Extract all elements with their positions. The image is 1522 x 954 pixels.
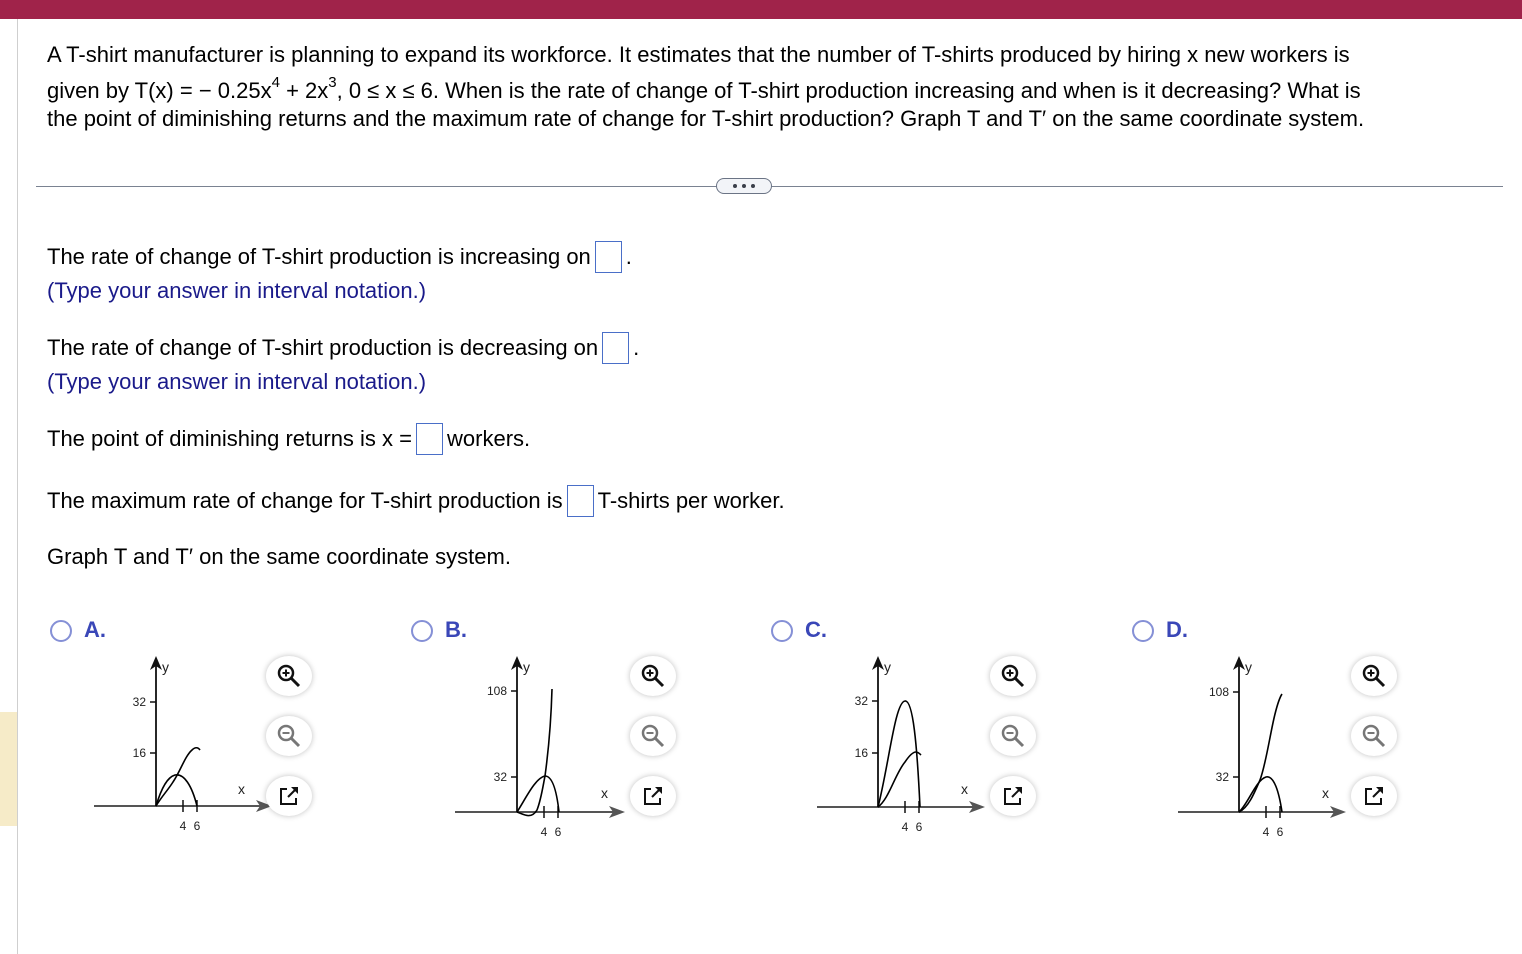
increasing-interval-input[interactable] [595, 241, 622, 273]
zoom-out-icon [276, 723, 302, 749]
svg-text:4: 4 [1262, 825, 1270, 839]
diminishing-returns-input[interactable] [416, 423, 443, 455]
ellipsis-icon [733, 184, 737, 188]
left-border [17, 19, 18, 954]
open-graph-button[interactable] [990, 776, 1036, 816]
svg-text:x: x [1322, 785, 1329, 801]
svg-text:6: 6 [915, 820, 923, 834]
choice-a[interactable] [50, 614, 390, 854]
graph-choice-c [771, 614, 1111, 854]
decreasing-row: The rate of change of T-shirt production is decreasing on . [47, 332, 639, 364]
zoom-out-button[interactable] [990, 716, 1036, 756]
open-new-window-icon [1363, 785, 1385, 807]
svg-text:16: 16 [854, 746, 868, 760]
open-new-window-icon [1002, 785, 1024, 807]
svg-text:y: y [523, 659, 530, 675]
question-text [47, 38, 1487, 136]
zoom-in-icon [1000, 663, 1026, 689]
open-graph-button[interactable] [630, 776, 676, 816]
question-line-1: A T-shirt manufacturer is planning to expand its workforce. It estimates that the number of T-shirts produced by hiring x new workers is [47, 42, 1350, 67]
svg-text:4: 4 [179, 819, 187, 833]
zoom-in-icon [640, 663, 666, 689]
header-bar [0, 0, 1522, 19]
svg-text:x: x [601, 785, 608, 801]
zoom-out-button[interactable] [266, 716, 312, 756]
svg-text:x: x [238, 781, 245, 797]
graph-choice-b [411, 614, 751, 854]
svg-text:16: 16 [132, 746, 146, 760]
svg-text:32: 32 [493, 770, 507, 784]
zoom-out-icon [1000, 723, 1026, 749]
svg-text:4: 4 [540, 825, 548, 839]
svg-text:108: 108 [486, 684, 507, 698]
choice-d[interactable] [1132, 614, 1472, 854]
open-graph-button[interactable] [1351, 776, 1397, 816]
choice-b-label: B. [445, 617, 467, 642]
open-graph-button[interactable] [266, 776, 312, 816]
zoom-in-icon [276, 663, 302, 689]
question-line-2: given by T(x) = − $0.25x^4 + 2x^3$, 0 ≤ x ≤ 6. When is the rate of change of T-shirt production increasing and when is it decreasing? What is [47, 74, 1361, 103]
max-rate-input[interactable] [567, 485, 594, 517]
question-indicator [0, 712, 17, 826]
svg-text:x: x [961, 781, 968, 797]
choice-c[interactable] [771, 614, 1111, 854]
choice-c-label: C. [805, 617, 827, 642]
zoom-out-icon [1361, 723, 1387, 749]
svg-text:y: y [162, 659, 169, 675]
graph-choice-d [1132, 614, 1472, 854]
increasing-hint: (Type your answer in interval notation.) [47, 278, 427, 303]
choice-d-label: D. [1166, 617, 1188, 642]
show-more-button[interactable] [716, 178, 772, 194]
svg-text:6: 6 [193, 819, 201, 833]
increasing-row: The rate of change of T-shirt production is increasing on . [47, 241, 632, 273]
choice-a-label: A. [84, 617, 106, 642]
svg-text:108: 108 [1208, 685, 1229, 699]
zoom-out-icon [640, 723, 666, 749]
svg-text:y: y [884, 659, 891, 675]
svg-text:6: 6 [554, 825, 562, 839]
open-new-window-icon [278, 785, 300, 807]
graph-choice-a [50, 614, 390, 854]
open-new-window-icon [642, 785, 664, 807]
zoom-in-button[interactable] [1351, 656, 1397, 696]
choice-b[interactable] [411, 614, 751, 854]
svg-text:32: 32 [854, 694, 868, 708]
zoom-out-button[interactable] [630, 716, 676, 756]
max-rate-row: The maximum rate of change for T-shirt production is T-shirts per worker. [47, 485, 785, 517]
zoom-in-button[interactable] [630, 656, 676, 696]
zoom-out-button[interactable] [1351, 716, 1397, 756]
svg-text:32: 32 [1215, 770, 1229, 784]
question-line-3: the point of diminishing returns and the maximum rate of change for T-shirt production? Graph T and T′ on the same coordinate system. [47, 106, 1365, 131]
decreasing-interval-input[interactable] [602, 332, 629, 364]
decreasing-hint: (Type your answer in interval notation.) [47, 369, 427, 394]
zoom-in-button[interactable] [990, 656, 1036, 696]
svg-text:4: 4 [901, 820, 909, 834]
svg-text:32: 32 [132, 695, 146, 709]
diminishing-row: The point of diminishing returns is x = workers. [47, 423, 530, 455]
zoom-in-button[interactable] [266, 656, 312, 696]
svg-text:6: 6 [1276, 825, 1284, 839]
svg-text:y: y [1245, 659, 1252, 675]
zoom-in-icon [1361, 663, 1387, 689]
graph-prompt: Graph T and T′ on the same coordinate system. [47, 544, 511, 569]
